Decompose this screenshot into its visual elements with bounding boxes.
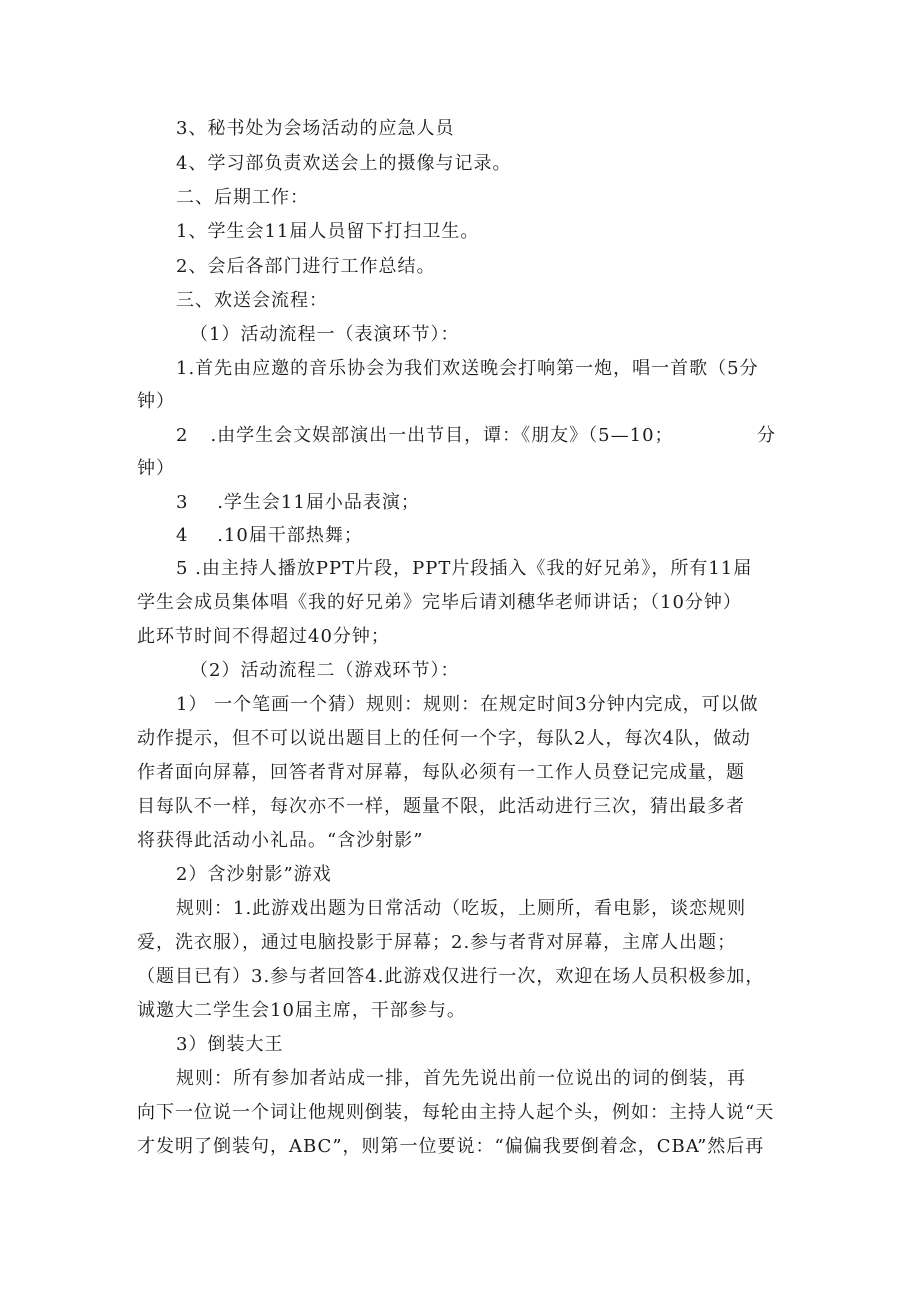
game-1-line-2: 动作提示，但不可以说出题目上的任何一个字，每队2人，每次4队，做动 — [137, 728, 751, 749]
game-3-line-2: 向下一位说一个词让他规则倒装，每轮由主持人起个头，例如：主持人说“天 — [137, 1102, 775, 1123]
subheading-performance: （1）活动流程一（表演环节）： — [190, 324, 460, 345]
flow-item-5-line-2: 学生会成员集体唱《我的好兄弟》完毕后请刘穗华老师讲话；（10分钟） — [137, 592, 742, 613]
flow-item-5-line-3: 此环节时间不得超过40分钟； — [137, 626, 390, 647]
game-1-line-4: 目每队不一样，每次亦不一样，题量不限，此活动进行三次，猜出最多者 — [137, 796, 745, 817]
flow-item-3 — [176, 491, 420, 515]
flow-item-3-number: 3 — [176, 492, 189, 513]
game-2-line-2: 爱，洗衣服），通过电脑投影于屏幕；2.参与者背对屏幕，主席人出题； — [137, 932, 737, 953]
flow-item-4-number: 4 — [176, 525, 189, 546]
game-1-line-1: 1） 一个笔画一个猜）规则：规则：在规定时间3分钟内完成，可以做 — [176, 694, 759, 715]
flow-item-3-text: .学生会11届小品表演； — [217, 492, 420, 513]
game-2-line-4: 诚邀大二学生会10届主席，干部参与。 — [137, 1000, 466, 1021]
game-3-line-3: 才发明了倒装句，ABC”，则第一位要说：“偏偏我要倒着念，CBA”然后再 — [137, 1136, 765, 1157]
game-2-title: 2）含沙射影”游戏 — [176, 864, 332, 885]
flow-item-1-line-1: 1.首先由应邀的音乐协会为我们欢送晚会打响第一炮，唱一首歌（5分 — [176, 358, 759, 379]
flow-item-5-line-1: 5 .由主持人播放PPT片段，PPT片段插入《我的好兄弟》，所有11届 — [176, 558, 753, 579]
game-1-line-5: 将获得此活动小礼品。“含沙射影” — [137, 830, 424, 851]
flow-item-2-text: .由学生会文娱部演出一出节目，谭：《朋友》（5—10； — [210, 425, 674, 446]
game-3-line-1: 规则：所有参加者站成一排，首先先说出前一位说出的词的倒装，再 — [176, 1068, 746, 1089]
subheading-games: （2）活动流程二（游戏环节）： — [190, 660, 460, 681]
flow-item-2-tail: 分 — [757, 425, 776, 446]
paragraph-summary: 2、会后各部门进行工作总结。 — [176, 256, 436, 277]
flow-item-4-text: .10届干部热舞； — [217, 525, 363, 546]
heading-flow: 三、欢送会流程： — [176, 290, 328, 311]
flow-item-1-line-2: 钟） — [137, 391, 175, 412]
flow-item-2-line-1 — [176, 424, 776, 448]
flow-item-2-number: 2 — [176, 425, 189, 446]
paragraph-cleanup: 1、学生会11届人员留下打扫卫生。 — [176, 221, 480, 242]
flow-item-4 — [176, 524, 363, 548]
paragraph-study-dept: 4、学习部负责欢送会上的摄像与记录。 — [176, 153, 512, 174]
game-2-line-1: 规则：1.此游戏出题为日常活动（吃坂，上厕所，看电影，谈恋规则 — [176, 898, 747, 919]
game-2-line-3: （题目已有）3.参与者回答4.此游戏仅进行一次，欢迎在场人员积极参加， — [137, 966, 765, 987]
game-3-title: 3）倒装大王 — [176, 1034, 284, 1055]
heading-later-work: 二、后期工作： — [176, 187, 309, 208]
flow-item-2-line-2: 钟） — [137, 458, 175, 479]
paragraph-secretariat: 3、秘书处为会场活动的应急人员 — [176, 118, 455, 139]
game-1-line-3: 作者面向屏幕，回答者背对屏幕，每队必须有一工作人员登记完成量，题 — [137, 762, 745, 783]
